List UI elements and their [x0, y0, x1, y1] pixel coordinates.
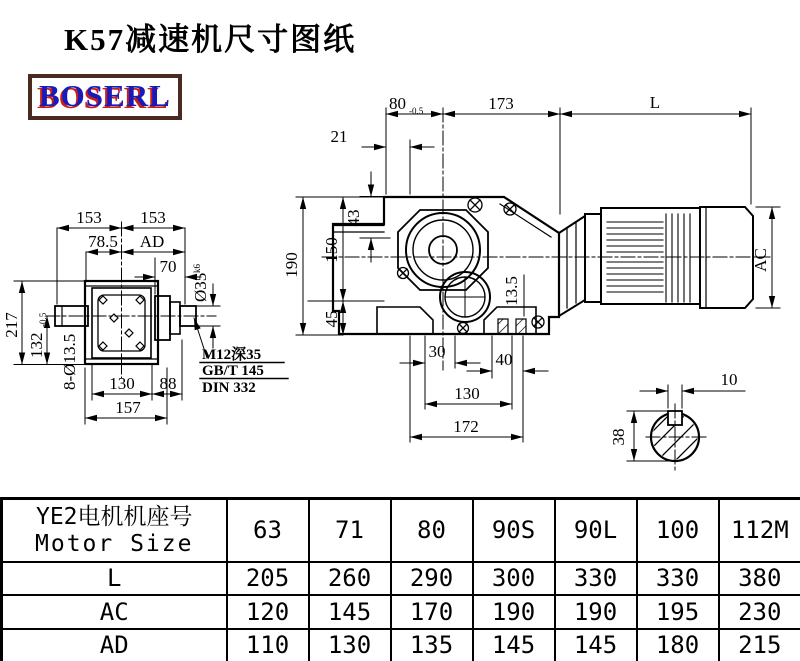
dim-shaft-dia: Ø35: [191, 272, 210, 302]
dim-153-left: 153: [76, 208, 102, 227]
cell-AD-90L: 145: [555, 629, 637, 661]
note-gb: GB/T 145: [202, 363, 264, 379]
col-71: 71: [309, 499, 391, 562]
table-header-row: [2, 499, 800, 562]
cell-L-90L: 330: [555, 562, 637, 595]
dim-AC: AC: [751, 248, 770, 272]
col-100: 100: [637, 499, 719, 562]
cell-AC-112M: 230: [719, 595, 800, 629]
dim-30: 30: [428, 342, 446, 361]
dim-153-right: 153: [140, 208, 166, 227]
cell-AC-71: 145: [309, 595, 391, 629]
cell-L-71: 260: [309, 562, 391, 595]
dim-173: 173: [488, 94, 514, 113]
dim-shaft-fit: k6: [192, 264, 202, 273]
dim-45: 45: [322, 310, 341, 328]
page-title: K57减速机尺寸图纸: [64, 22, 357, 57]
front-view: [282, 93, 780, 442]
header-motor-cn: YE2电机机座号: [35, 504, 193, 531]
dim-80-tol: -0.5: [409, 106, 424, 116]
table-row: [2, 595, 800, 629]
dim-130: 130: [454, 384, 480, 403]
dim-key-width: 10: [720, 370, 738, 389]
col-90S: 90S: [473, 499, 555, 562]
dim-150: 150: [322, 237, 341, 263]
dim-43: 43: [344, 209, 363, 227]
dim-132-tol: -0.5: [38, 312, 48, 327]
front-dimensions: [296, 108, 780, 442]
cell-L-80: 290: [391, 562, 473, 595]
dim-130-side: 130: [109, 374, 135, 393]
note-tap: M12深35: [202, 347, 262, 363]
dim-40: 40: [495, 350, 513, 369]
cell-AC-100: 195: [637, 595, 719, 629]
dim-shaft-height: 38: [609, 428, 628, 446]
dim-78-5: 78.5: [88, 232, 118, 251]
row-label-AD: AD: [2, 629, 227, 661]
col-63: 63: [227, 499, 309, 562]
shaft-section: [609, 370, 745, 497]
cell-AD-80: 135: [391, 629, 473, 661]
col-112M: 112M: [719, 499, 800, 562]
cell-L-63: 205: [227, 562, 309, 595]
dim-L: L: [649, 93, 661, 112]
dim-172: 172: [453, 417, 479, 436]
dim-21: 21: [330, 127, 348, 146]
col-90L: 90L: [555, 499, 637, 562]
cell-AC-63: 120: [227, 595, 309, 629]
dim-157: 157: [115, 398, 141, 417]
dim-AD: AD: [139, 232, 165, 251]
dim-13-5: 13.5: [502, 276, 521, 306]
dim-217: 217: [2, 312, 21, 338]
cell-L-100: 330: [637, 562, 719, 595]
table-row: [2, 562, 800, 595]
cell-L-90S: 300: [473, 562, 555, 595]
row-label-L: L: [2, 562, 227, 595]
table-header-cell: [2, 499, 227, 562]
dim-70: 70: [159, 257, 177, 276]
dim-88: 88: [159, 374, 177, 393]
brand-logo-text: BOSERL: [39, 78, 171, 113]
dim-80: 80: [389, 94, 406, 113]
col-80: 80: [391, 499, 473, 562]
cell-AC-90S: 190: [473, 595, 555, 629]
table-row: [2, 629, 800, 661]
dim-132: 132: [27, 332, 46, 358]
dim-8-holes: 8-Ø13.5: [60, 333, 79, 390]
cell-AD-63: 110: [227, 629, 309, 661]
side-view: [2, 208, 288, 424]
cell-L-112M: 380: [719, 562, 800, 595]
row-label-AC: AC: [2, 595, 227, 629]
note-din: DIN 332: [202, 380, 256, 396]
cell-AD-90S: 145: [473, 629, 555, 661]
cell-AD-112M: 215: [719, 629, 800, 661]
motor-size-table: [0, 497, 800, 661]
cell-AC-90L: 190: [555, 595, 637, 629]
cell-AD-100: 180: [637, 629, 719, 661]
header-motor-en: Motor Size: [35, 531, 194, 558]
cell-AD-71: 130: [309, 629, 391, 661]
dim-190: 190: [282, 252, 301, 278]
cell-AC-80: 170: [391, 595, 473, 629]
